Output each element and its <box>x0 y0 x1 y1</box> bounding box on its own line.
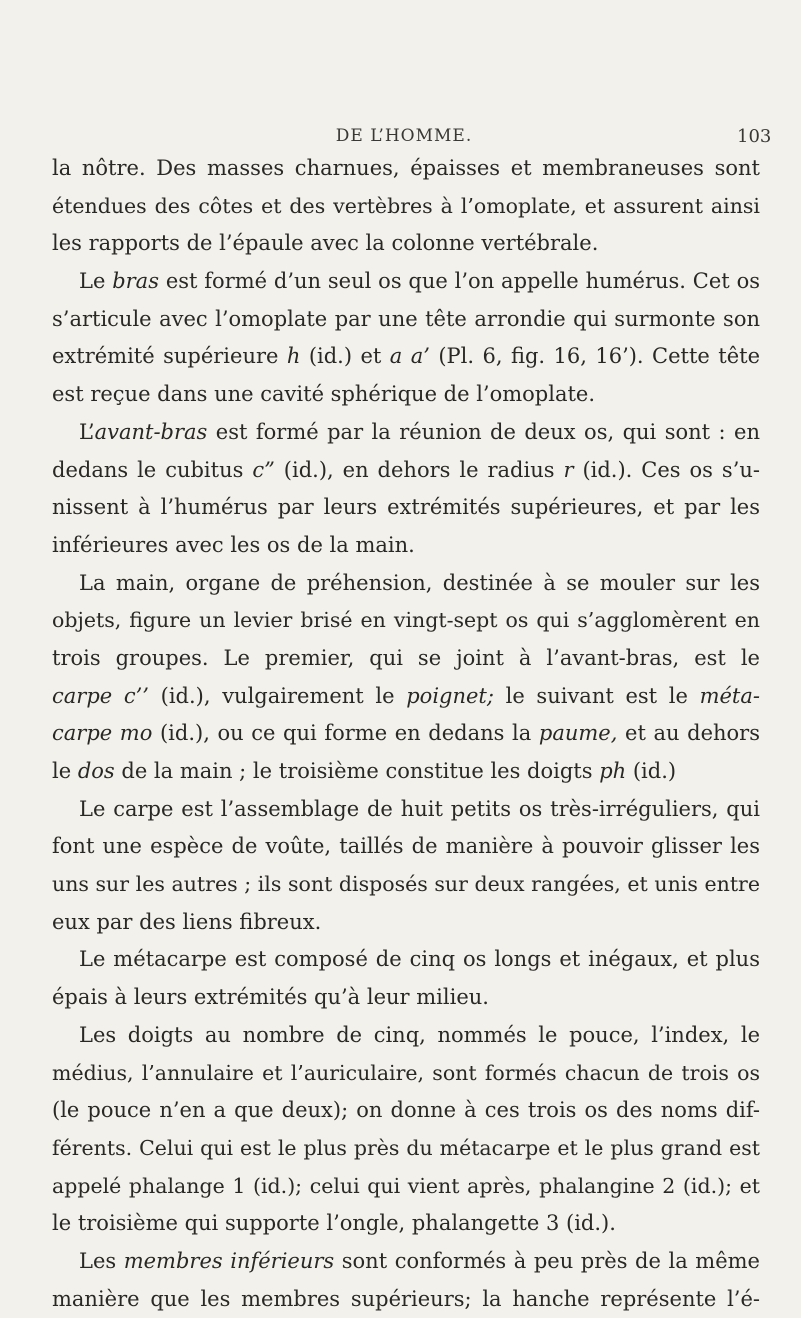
text-segment: est formé par la réunion de deux os, qui sont : en <box>207 419 760 444</box>
italic-term: poignet; <box>406 683 494 708</box>
text-line <box>52 150 760 188</box>
text-line <box>52 715 760 753</box>
text-segment: et au dehors <box>617 721 760 746</box>
text-line <box>52 565 760 603</box>
italic-term: carpe mo <box>52 721 153 746</box>
body-text <box>52 150 760 1318</box>
italic-term: carpe c’’ <box>52 683 149 708</box>
text-segment: extrémité supérieure <box>52 344 287 369</box>
text-segment: uns sur les autres ; ils sont disposés sur deux rangées, et unis entre <box>52 872 760 897</box>
text-segment: objets, figure un levier brisé en vingt-sept os qui s’agglomèrent en <box>52 608 760 633</box>
text-line <box>52 452 760 490</box>
text-line <box>52 1168 760 1206</box>
text-segment: s’articule avec l’omoplate par une tête arrondie qui surmonte son <box>52 306 760 331</box>
italic-term: ph <box>599 759 627 783</box>
text-segment: médius, l’annulaire et l’auriculaire, sont formés chacun de trois os <box>52 1060 760 1085</box>
text-segment: férents. Celui qui est le plus près du métacarpe et le plus grand est <box>52 1135 760 1160</box>
text-segment: eux par des liens fibreux. <box>52 909 322 934</box>
text-line <box>52 338 760 376</box>
text-line <box>52 1092 760 1130</box>
text-line <box>52 828 760 866</box>
text-segment: la nôtre. Des masses charnues, épaisses et membraneuses sont <box>52 156 760 180</box>
text-segment: Les <box>79 1248 124 1273</box>
text-line <box>52 1243 760 1281</box>
italic-term: méta- <box>699 683 760 708</box>
text-segment: Le métacarpe est composé de cinq os longs et inégaux, et plus <box>79 947 760 972</box>
text-line <box>52 866 760 904</box>
text-line <box>52 753 760 791</box>
text-segment: (id.) <box>626 759 677 783</box>
text-line <box>52 1281 760 1318</box>
text-line <box>52 1205 760 1243</box>
text-segment: (le pouce n’en a que deux); on donne à ces trois os des noms dif- <box>52 1098 760 1123</box>
italic-term: dos <box>77 759 115 783</box>
text-line <box>52 791 760 829</box>
text-line <box>52 527 760 565</box>
text-segment: Le carpe est l’assemblage de huit petits os très-irréguliers, qui <box>79 796 760 821</box>
text-segment: (Pl. 6, fig. 16, 16’). Cette tête <box>429 344 760 369</box>
text-line <box>52 979 760 1017</box>
text-segment: le <box>52 759 78 783</box>
text-line <box>52 941 760 979</box>
italic-term: bras <box>112 269 159 294</box>
italic-term: paume, <box>538 721 618 746</box>
text-line <box>52 1017 760 1055</box>
italic-term: avant-bras <box>94 419 208 444</box>
text-segment: étendues des côtes et des vertèbres à l’omoplate, et assurent ainsi <box>52 193 760 218</box>
text-segment: le suivant est le <box>493 683 700 708</box>
text-segment: manière que les membres supérieurs; la hanche représente l’é- <box>52 1286 760 1311</box>
text-segment: le troisième qui supporte l’ongle, phalangette 3 (id.). <box>52 1211 616 1236</box>
text-segment: (id.), en dehors le radius <box>274 457 564 482</box>
text-line <box>52 489 760 527</box>
text-segment: (id.) et <box>300 344 390 369</box>
text-line <box>52 225 760 263</box>
text-segment: est formé d’un seul os que l’on appelle humérus. Cet os <box>158 269 760 294</box>
text-segment: La main, organe de préhension, destinée à se mouler sur les <box>79 570 760 595</box>
italic-term: a a’ <box>389 344 430 369</box>
text-line <box>52 1130 760 1168</box>
text-segment: sont conformés à peu près de la même <box>334 1248 760 1273</box>
text-segment: nissent à l’humérus par leurs extrémités supérieures, et par les <box>52 495 760 520</box>
italic-term: r <box>563 457 574 482</box>
text-line <box>52 1055 760 1093</box>
text-segment: est reçue dans une cavité sphérique de l’omoplate. <box>52 382 596 407</box>
text-segment: de la main ; le troisième constitue les doigts <box>114 759 600 783</box>
text-segment: épais à leurs extrémités qu’à leur milieu. <box>52 985 489 1010</box>
page-number: 103 <box>737 126 772 147</box>
text-segment: dedans le cubitus <box>52 457 253 482</box>
text-segment: (id.), ou ce qui forme en dedans la <box>152 721 539 746</box>
text-line <box>52 414 760 452</box>
text-line <box>52 376 760 414</box>
text-segment: les rapports de l’épaule avec la colonne vertébrale. <box>52 231 599 256</box>
text-line <box>52 678 760 716</box>
text-segment: Les doigts au nombre de cinq, nommés le pouce, l’index, le <box>79 1022 760 1047</box>
text-line <box>52 263 760 301</box>
italic-term: h <box>286 344 301 369</box>
text-line <box>52 640 760 678</box>
text-segment: (id.), vulgairement le <box>148 683 407 708</box>
text-line <box>52 602 760 640</box>
text-line <box>52 904 760 942</box>
italic-term: membres inférieurs <box>123 1248 335 1273</box>
text-segment: (id.). Ces os s’u- <box>573 457 760 482</box>
text-segment: font une espèce de voûte, taillés de manière à pouvoir glisser les <box>52 834 760 859</box>
italic-term: c” <box>252 457 275 482</box>
text-segment: Le <box>79 269 113 294</box>
text-segment: trois groupes. Le premier, qui se joint à l’avant-bras, est le <box>52 645 760 670</box>
text-line <box>52 188 760 226</box>
text-segment: appelé phalange 1 (id.); celui qui vient après, phalangine 2 (id.); et <box>52 1173 760 1198</box>
text-segment: L’ <box>79 419 95 444</box>
text-segment: inférieures avec les os de la main. <box>52 532 415 557</box>
running-title: DE L’HOMME. <box>335 126 473 146</box>
text-line <box>52 301 760 339</box>
